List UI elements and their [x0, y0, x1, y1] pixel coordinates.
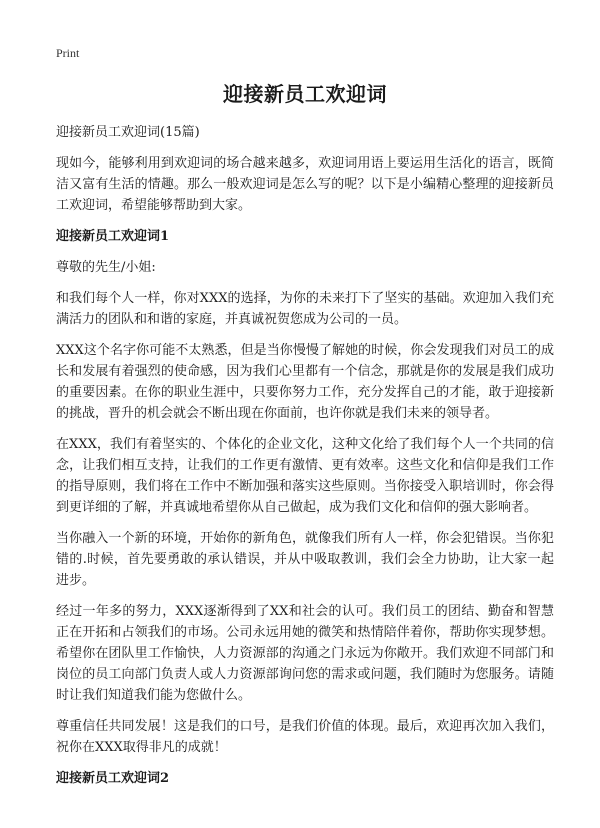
paragraph: 和我们每个人一样，你对XXX的选择，为你的未来打下了坚实的基础。欢迎加入我们充满活力的团队和和谐的家庭，并真诚祝贺您成为公司的一员。: [56, 291, 554, 327]
paragraph: 在XXX，我们有着坚实的、个体化的企业文化，这种文化给了我们每个人一个共同的信念，让我们相互支持，让我们的工作更有激情、更有效率。这些文化和信仰是我们工作的指导原则，我们将在工作中不断加强和落实这些原则。当你接受入职培训时，你会得到更详细的了解，并真诚地希望你从自己做起，成为我们文化和信仰的强大影响者。: [56, 437, 554, 515]
section-heading-2: 迎接新员工欢迎词2: [56, 771, 170, 786]
paragraph: 经过一年多的努力，XXX逐渐得到了XX和社会的认可。我们员工的团结、勤奋和智慧正在开拓和占领我们的市场。公司永远用她的微笑和热情陪伴着你，帮助你实现梦想。希望你在团队里工作愉快，人力资源部的沟通之门永远为你敞开。我们欢迎不同部门和岗位的员工向部门负责人或人力资源部询问您的需求或问题，我们随时为您服务。请随时让我们知道我们能为您做什么。: [56, 604, 554, 703]
intro-paragraph: 现如今，能够利用到欢迎词的场合越来越多，欢迎词用语上要运用生活化的语言，既简洁又富有生活的情趣。那么一般欢迎词是怎么写的呢？以下是小编精心整理的迎接新员工欢迎词，希望能够帮助到大家。: [56, 156, 554, 213]
article-body: [56, 122, 554, 799]
greeting: 尊敬的先生/小姐:: [56, 260, 156, 275]
paragraph: 尊重信任共同发展！这是我们的口号，是我们价值的体现。最后，欢迎再次加入我们，祝你在XXX取得非凡的成就！: [56, 719, 554, 755]
paragraph: 当你融入一个新的环境，开始你的新角色，就像我们所有人一样，你会犯错误。当你犯错的.时候，首先要勇敢的承认错误，并从中吸取教训，我们会全力协助，让大家一起进步。: [56, 531, 554, 588]
paragraph: XXX这个名字你可能不太熟悉，但是当你慢慢了解她的时候，你会发现我们对员工的成长和发展有着强烈的使命感，因为我们心里都有一个信念，那就是你的发展是我们成功的重要因素。在你的职业生涯中，只要你努力工作，充分发挥自己的才能，敢于迎接新的挑战，晋升的机会就会不断出现在你面前，也许你就是我们未来的领导者。: [56, 343, 554, 421]
section-heading-1: 迎接新员工欢迎词1: [56, 229, 170, 244]
article-subtitle: 迎接新员工欢迎词(15篇): [56, 125, 200, 140]
print-link[interactable]: Print: [56, 46, 80, 60]
page-title: 迎接新员工欢迎词: [223, 82, 387, 106]
